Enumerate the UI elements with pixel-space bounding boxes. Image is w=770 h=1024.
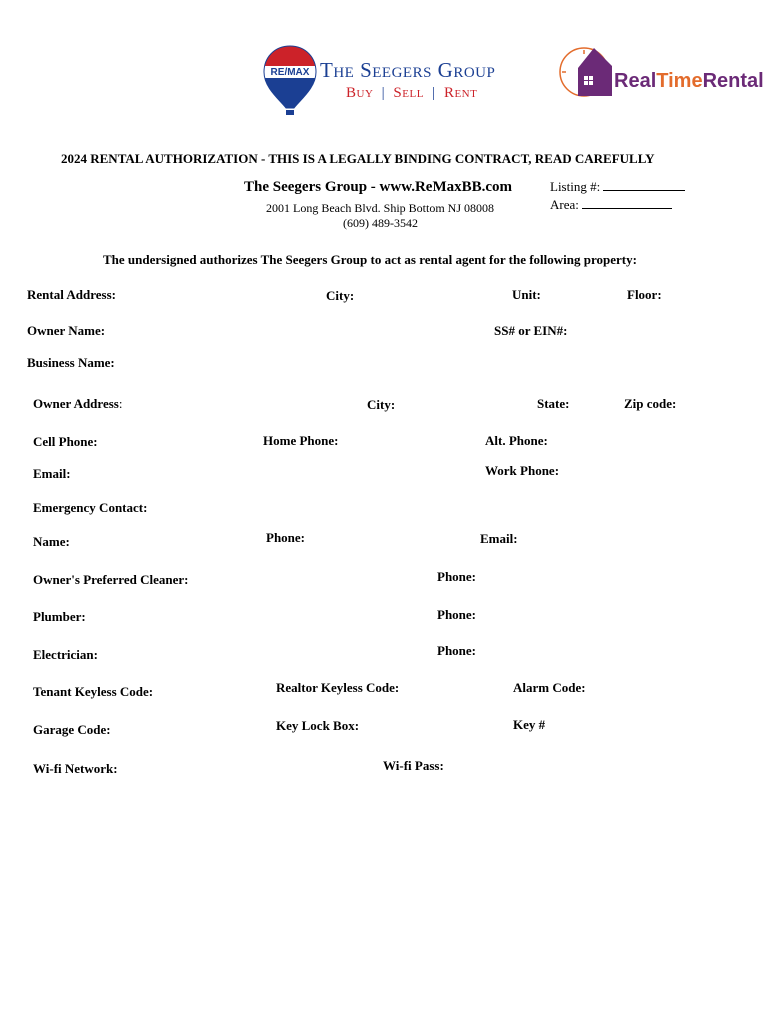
electrician-phone-label: Phone: xyxy=(437,643,476,658)
listing-label: Listing #: xyxy=(550,179,601,194)
area-field xyxy=(550,196,672,213)
garage-code-label: Garage Code: xyxy=(33,722,111,737)
home-phone-label: Home Phone: xyxy=(263,433,339,448)
emergency-email-label: Email: xyxy=(480,531,518,546)
emergency-name-label: Name: xyxy=(33,534,70,549)
preferred-cleaner-label: Owner's Preferred Cleaner: xyxy=(33,572,189,587)
email-label: Email: xyxy=(33,466,71,481)
seegers-logo-title: The Seegers Group xyxy=(320,58,496,82)
company-line: The Seegers Group - www.ReMaxBB.com xyxy=(244,179,513,195)
tagline-buy: Buy xyxy=(346,85,374,101)
wifi-network-label: Wi-fi Network: xyxy=(33,761,118,776)
rental-city-label: City: xyxy=(326,288,355,303)
wifi-pass-label: Wi-fi Pass: xyxy=(383,758,444,773)
rtr-real: Real xyxy=(614,70,657,92)
cell-phone-label: Cell Phone: xyxy=(33,434,98,449)
remax-seegers-logo xyxy=(262,44,512,120)
tagline-sell: Sell xyxy=(393,85,424,101)
cleaner-phone-label: Phone: xyxy=(437,569,476,584)
emergency-phone-label: Phone: xyxy=(266,530,305,545)
business-name-label: Business Name: xyxy=(27,355,115,370)
alt-phone-label: Alt. Phone: xyxy=(485,433,548,448)
zip-code-label: Zip code: xyxy=(624,396,677,411)
owner-name-label: Owner Name: xyxy=(27,323,106,338)
intro-statement: The undersigned authorizes The Seegers Group to act as rental agent for the following property: xyxy=(103,252,637,267)
owner-address-label xyxy=(33,396,122,412)
tenant-keyless-label: Tenant Keyless Code: xyxy=(33,684,154,699)
rtr-time: Time xyxy=(656,70,703,92)
contract-title: 2024 RENTAL AUTHORIZATION - THIS IS A LEGALLY BINDING CONTRACT, READ CAREFULLY xyxy=(61,151,655,166)
company-phone: (609) 489-3542 xyxy=(343,216,418,230)
emergency-contact-label: Emergency Contact: xyxy=(33,500,148,515)
owner-city-label: City: xyxy=(367,397,396,412)
area-input-line[interactable] xyxy=(582,196,672,209)
company-address: 2001 Long Beach Blvd. Ship Bottom NJ 08008 xyxy=(266,201,494,215)
floor-label: Floor: xyxy=(627,287,662,302)
remax-balloon-text: RE/MAX xyxy=(270,67,310,78)
remax-balloon-icon xyxy=(262,44,318,120)
tagline-rent: Rent xyxy=(443,85,478,101)
work-phone-label: Work Phone: xyxy=(485,463,560,478)
listing-input-line[interactable] xyxy=(603,178,685,191)
state-label: State: xyxy=(537,396,570,411)
area-label: Area: xyxy=(550,197,579,212)
owner-address-colon: : xyxy=(118,396,123,411)
rtr-rental: Rental xyxy=(702,70,764,92)
clock-house-icon xyxy=(556,40,616,100)
seegers-logo-tagline: Buy | Sell | Rent xyxy=(346,85,478,101)
unit-label: Unit: xyxy=(512,287,541,302)
realtimerental-wordmark xyxy=(614,70,764,93)
realtimerental-logo xyxy=(556,40,764,100)
electrician-label: Electrician: xyxy=(33,647,98,662)
key-lock-box-label: Key Lock Box: xyxy=(276,718,360,733)
plumber-label: Plumber: xyxy=(33,609,86,624)
owner-address-text: Owner Address xyxy=(33,396,119,411)
realtor-keyless-label: Realtor Keyless Code: xyxy=(276,680,400,695)
listing-field xyxy=(550,178,685,195)
plumber-phone-label: Phone: xyxy=(437,607,476,622)
key-number-label: Key # xyxy=(513,717,546,732)
alarm-code-label: Alarm Code: xyxy=(513,680,586,695)
rental-address-label: Rental Address: xyxy=(27,287,116,302)
ss-ein-label: SS# or EIN#: xyxy=(494,323,568,338)
